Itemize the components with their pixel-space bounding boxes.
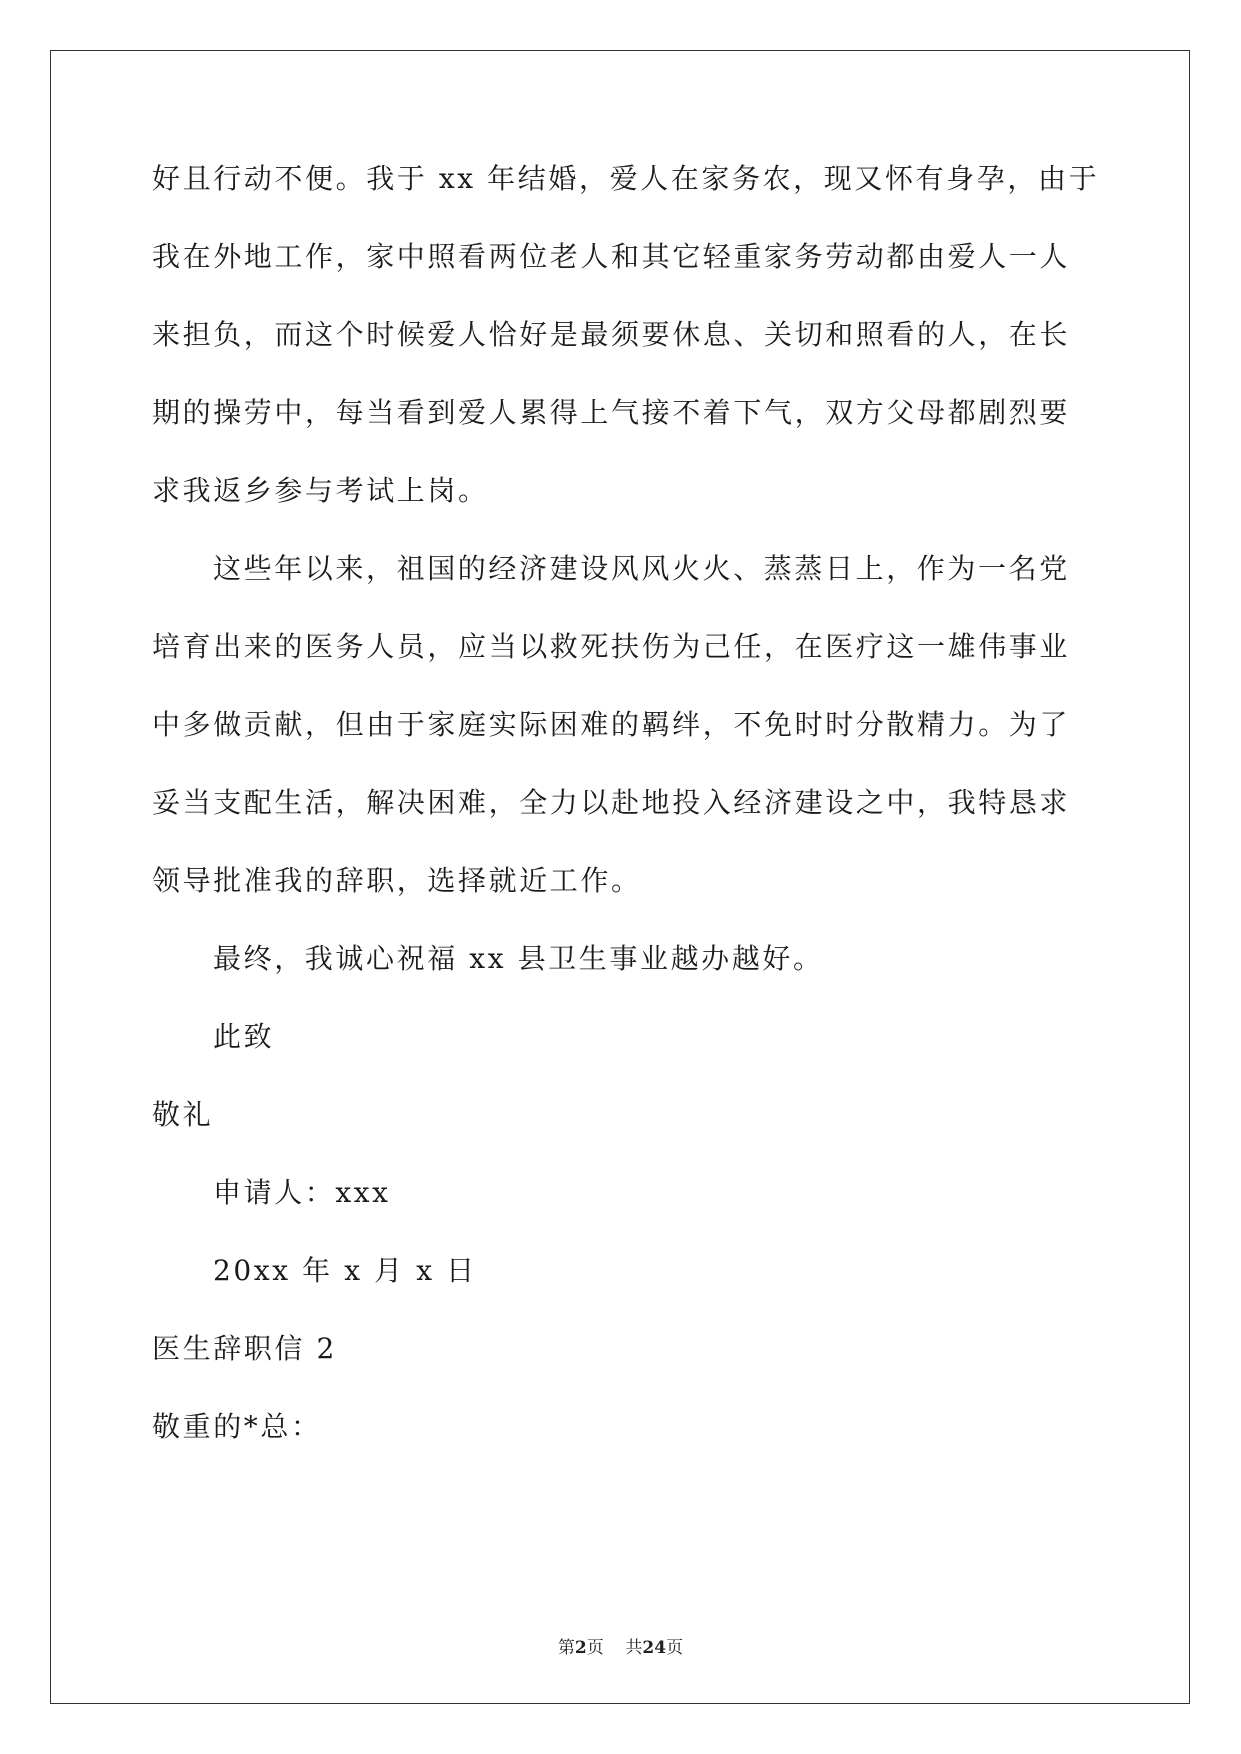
paragraph-line: 求我返乡参与考试上岗。 bbox=[152, 474, 489, 507]
total-unit: 页 bbox=[666, 1638, 684, 1658]
paragraph-line: 我在外地工作，家中照看两位老人和其它轻重家务劳动都由爱人一人 bbox=[152, 240, 1071, 273]
paragraph-line: 中多做贡献，但由于家庭实际困难的羁绊，不免时时分散精力。为了 bbox=[152, 708, 1071, 741]
section-heading: 医生辞职信 2 bbox=[152, 1332, 337, 1365]
salutation-closing: 此致 bbox=[213, 1020, 275, 1053]
paragraph-line: 来担负，而这个时候爱人恰好是最须要休息、关切和照看的人，在长 bbox=[152, 318, 1071, 351]
applicant-signature: 申请人：xxx bbox=[213, 1176, 391, 1209]
paragraph-line: 培育出来的医务人员，应当以救死扶伤为己任，在医疗这一雄伟事业 bbox=[152, 630, 1071, 663]
page-number: 2 bbox=[574, 1638, 587, 1658]
paragraph-line: 好且行动不便。我于 xx 年结婚，爱人在家务农，现又怀有身孕，由于 bbox=[152, 162, 1100, 195]
paragraph-line: 这些年以来，祖国的经济建设风风火火、蒸蒸日上，作为一名党 bbox=[213, 552, 1070, 585]
page-footer bbox=[0, 1637, 1241, 1659]
page-prefix: 第 bbox=[557, 1638, 575, 1658]
salutation-regards: 敬礼 bbox=[152, 1098, 214, 1131]
document-body bbox=[152, 160, 1100, 1486]
paragraph-line: 领导批准我的辞职，选择就近工作。 bbox=[152, 864, 642, 897]
letter-date: 20xx 年 x 月 x 日 bbox=[213, 1254, 477, 1287]
total-prefix: 共 bbox=[625, 1638, 643, 1658]
paragraph-line: 期的操劳中，每当看到爱人累得上气接不着下气，双方父母都剧烈要 bbox=[152, 396, 1071, 429]
total-pages: 24 bbox=[642, 1638, 667, 1658]
closing-wish: 最终，我诚心祝福 xx 县卫生事业越办越好。 bbox=[213, 942, 824, 975]
letter-greeting: 敬重的*总： bbox=[152, 1410, 322, 1443]
paragraph-line: 妥当支配生活，解决困难，全力以赴地投入经济建设之中，我特恳求 bbox=[152, 786, 1071, 819]
page-unit: 页 bbox=[586, 1638, 604, 1658]
